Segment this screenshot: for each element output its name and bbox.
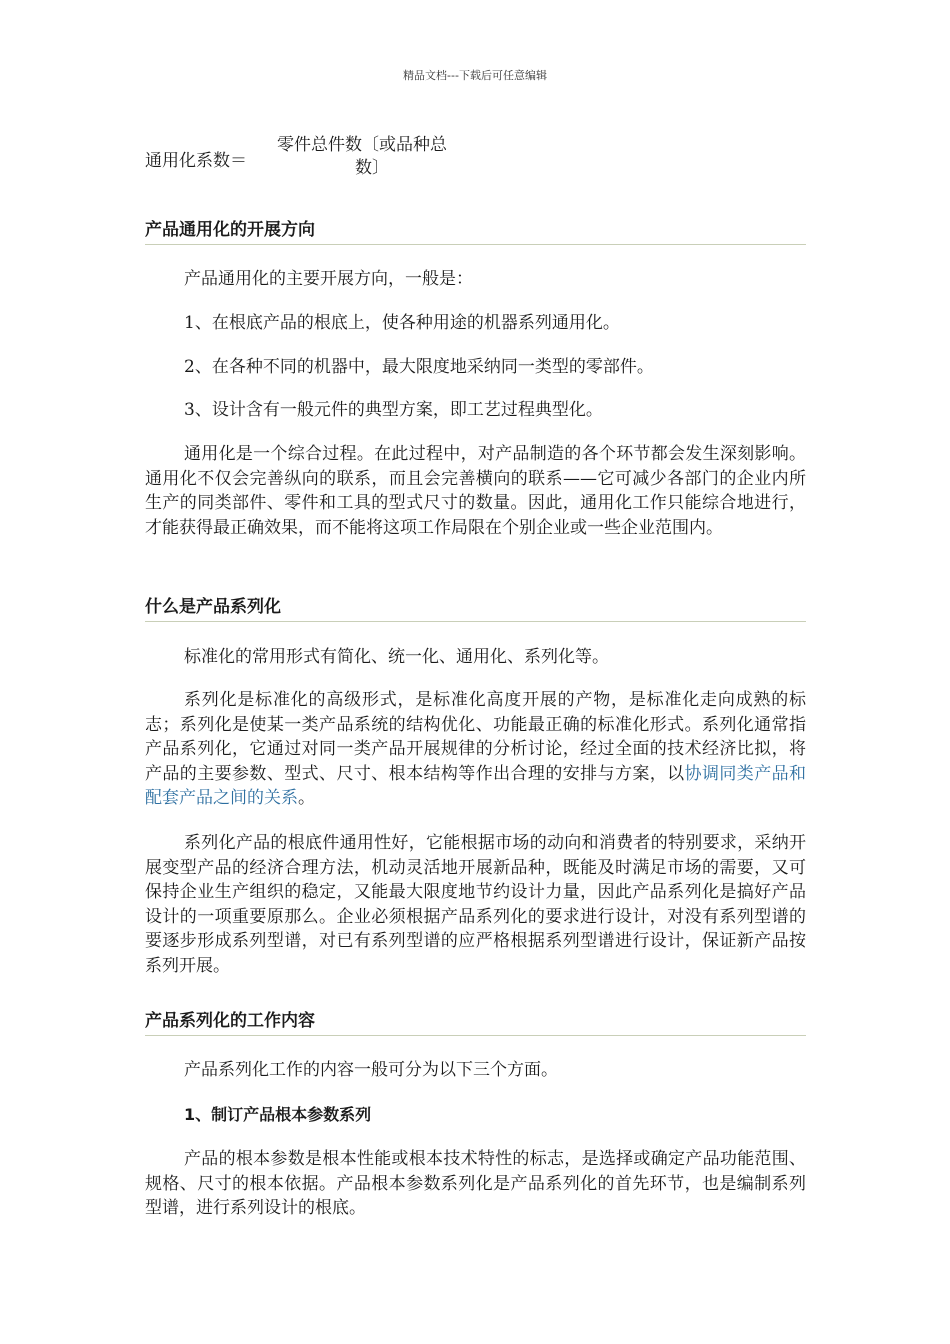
section1-item-3: 3、设计含有一般元件的典型方案，即工艺过程典型化。 bbox=[184, 400, 603, 420]
formula-numerator bbox=[277, 134, 487, 180]
section2-link-coordinate-products[interactable]: 协调同类产品和配套产品之间的关系 bbox=[145, 763, 807, 808]
section1-paragraph: 通用化是一个综合过程。在此过程中，对产品制造的各个环节都会发生深刻影响。通用化不仅会完善纵向的联系，而且会完善横向的联系——它可减少各部门的企业内所生产的同类部件、零件和工具的型式尺寸的数量。因此，通用化工作只能综合地进行，才能获得最正确效果，而不能将这项工作局限在个别企业或一些企业范围内。 bbox=[145, 444, 806, 538]
formula-numerator-line1: 零件总件数〔或品种总 bbox=[277, 135, 447, 155]
section1-item-1: 1、在根底产品的根底上，使各种用途的机器系列通用化。 bbox=[184, 313, 620, 333]
formula-numerator-line2: 数〕 bbox=[355, 158, 389, 178]
section3-intro: 产品系列化工作的内容一般可分为以下三个方面。 bbox=[184, 1060, 558, 1080]
formula bbox=[145, 132, 485, 182]
formula-label: 通用化系数＝ bbox=[145, 151, 247, 171]
section2-paragraph-1: 标准化的常用形式有简化、统一化、通用化、系列化等。 bbox=[184, 647, 609, 667]
section2-paragraph-2-end: 。 bbox=[298, 788, 315, 808]
section-heading-what-is-serialization: 什么是产品系列化 bbox=[145, 595, 806, 622]
section3-paragraph: 产品的根本参数是根本性能或根本技术特性的标志，是选择或确定产品功能范围、规格、尺寸的根本依据。产品根本参数系列化是产品系列化的首先环节，也是编制系列型谱，进行系列设计的根底。 bbox=[145, 1149, 806, 1218]
section2-paragraph-2 bbox=[145, 688, 806, 811]
section-heading-generalization-direction: 产品通用化的开展方向 bbox=[145, 218, 806, 245]
section1-intro: 产品通用化的主要开展方向，一般是： bbox=[184, 269, 473, 289]
section2-paragraph-3: 系列化产品的根底件通用性好，它能根据市场的动向和消费者的特别要求，采纳开展变型产品的经济合理方法，机动灵活地开展新品种，既能及时满足市场的需要，又可保持企业生产组织的稳定，又能最大限度地节约设计力量，因此产品系列化是搞好产品设计的一项重要原那么。企业必须根据产品系列化的要求进行设计，对没有系列型谱的要逐步形成系列型谱，对已有系列型谱的应严格根据系列型谱进行设计，保证新产品按系列开展。 bbox=[145, 833, 806, 976]
header-note: 精品文档---下载后可任意编辑 bbox=[403, 69, 547, 82]
section2-paragraph-2-text: 系列化是标准化的高级形式，是标准化高度开展的产物，是标准化走向成熟的标志；系列化是使某一类产品系统的结构优化、功能最正确的标准化形式。系列化通常指产品系列化，它通过对同一类产品开展规律的分析讨论，经过全面的技术经济比拟，将产品的主要参数、型式、尺寸、根本结构等作出合理的安排与方案，以 bbox=[145, 690, 806, 784]
section1-item-2: 2、在各种不同的机器中，最大限度地采纳同一类型的零部件。 bbox=[184, 357, 654, 377]
section-heading-serialization-work: 产品系列化的工作内容 bbox=[145, 1009, 806, 1036]
section3-subheading: 1、制订产品根本参数系列 bbox=[184, 1105, 372, 1124]
